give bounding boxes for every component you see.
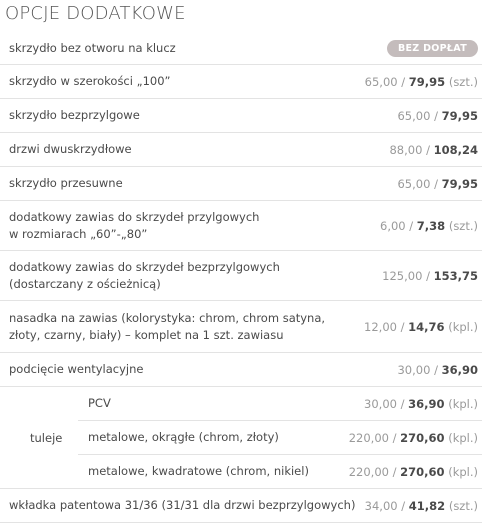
no-charge-badge: BEZ DOPŁAT xyxy=(387,40,478,57)
option-name-line: złoty, czarny, biały) – komplet na 1 szt. zawiasu xyxy=(9,327,284,342)
price-unit: (kpl.) xyxy=(448,430,478,445)
price-net: 34,00 xyxy=(364,498,398,513)
price-gross: 270,60 xyxy=(400,430,445,445)
option-price xyxy=(397,109,482,123)
price-gross: 153,75 xyxy=(433,268,478,283)
option-row-double-door xyxy=(0,133,482,167)
option-price xyxy=(364,397,482,411)
price-gross: 14,76 xyxy=(408,319,445,334)
options-table xyxy=(0,33,482,523)
price-gross: 270,60 xyxy=(400,464,445,479)
sleeves-group xyxy=(0,387,482,489)
option-name: skrzydło bezprzylgowe xyxy=(9,108,140,122)
option-name: metalowe, okrągłe (chrom, złoty) xyxy=(88,430,279,444)
option-name: skrzydło w szerokości „100” xyxy=(9,74,171,88)
option-row-sliding xyxy=(0,167,482,201)
price-net: 65,00 xyxy=(397,108,431,123)
price-separator: / xyxy=(430,108,442,123)
option-name-line: (dostarczany z ościeżnicą) xyxy=(9,276,161,291)
option-row-flush xyxy=(0,99,482,133)
price-separator: / xyxy=(397,498,409,513)
price-unit: (kpl.) xyxy=(448,396,478,411)
option-price xyxy=(397,363,482,377)
price-unit: (szt.) xyxy=(448,498,478,513)
price-gross: 36,90 xyxy=(441,362,478,377)
option-name-line: dodatkowy zawias do skrzydeł przylgowych xyxy=(9,209,260,224)
price-separator: / xyxy=(430,362,442,377)
price-unit: (kpl.) xyxy=(448,319,478,334)
price-separator: / xyxy=(388,430,401,445)
price-separator: / xyxy=(405,218,417,233)
option-name-line: dodatkowy zawias do skrzydeł bezprzylgowych xyxy=(9,259,280,274)
sleeve-row-pcv xyxy=(78,387,482,421)
price-gross: 36,90 xyxy=(408,396,445,411)
option-row-width-100 xyxy=(0,65,482,99)
option-row-hinge-cap xyxy=(0,301,482,353)
sleeves-group-items xyxy=(78,387,482,489)
price-gross: 7,38 xyxy=(416,218,446,233)
price-gross: 79,95 xyxy=(441,176,478,191)
price-net: 30,00 xyxy=(364,396,397,411)
option-price xyxy=(364,320,482,334)
price-separator: / xyxy=(422,268,434,283)
price-separator: / xyxy=(396,319,409,334)
option-name xyxy=(0,259,382,293)
price-gross: 41,82 xyxy=(408,498,446,513)
option-name: skrzydło przesuwne xyxy=(9,176,123,190)
option-row-patent-insert xyxy=(0,489,482,523)
option-price xyxy=(397,177,482,191)
price-gross: 108,24 xyxy=(433,142,478,157)
price-gross: 79,95 xyxy=(408,74,446,89)
option-name: skrzydło bez otworu na klucz xyxy=(9,41,176,55)
price-net: 88,00 xyxy=(389,142,423,157)
price-net: 220,00 xyxy=(348,430,389,445)
option-row-ventilation-undercut xyxy=(0,353,482,387)
price-unit: (szt.) xyxy=(448,74,478,89)
price-net: 220,00 xyxy=(348,464,389,479)
option-price xyxy=(389,143,482,157)
price-separator: / xyxy=(396,396,409,411)
option-row-extra-hinge-flush xyxy=(0,251,482,301)
option-name xyxy=(0,209,380,243)
option-row-no-keyhole xyxy=(0,33,482,65)
sleeve-row-metal-square xyxy=(78,455,482,489)
price-gross: 79,95 xyxy=(441,108,478,123)
option-name: PCV xyxy=(88,396,111,410)
option-name-line: w rozmiarach „60”-„80” xyxy=(9,226,148,241)
price-net: 30,00 xyxy=(397,362,431,377)
price-net: 125,00 xyxy=(382,268,423,283)
price-separator: / xyxy=(430,176,442,191)
price-separator: / xyxy=(422,142,434,157)
option-name: podcięcie wentylacyjne xyxy=(9,362,144,376)
option-price xyxy=(382,269,482,283)
sleeves-group-label: tuleje xyxy=(0,387,78,489)
option-name: metalowe, kwadratowe (chrom, nikiel) xyxy=(88,464,309,478)
price-net: 12,00 xyxy=(364,319,397,334)
option-name: wkładka patentowa 31/36 (31/31 dla drzwi bezprzylgowych) xyxy=(9,498,356,512)
option-name: drzwi dwuskrzydłowe xyxy=(9,142,132,156)
section-title: OPCJE DODATKOWE xyxy=(5,3,186,24)
option-name xyxy=(0,310,364,344)
price-unit: (kpl.) xyxy=(448,464,478,479)
sleeve-row-metal-round xyxy=(78,421,482,455)
price-net: 65,00 xyxy=(364,74,398,89)
price-separator: / xyxy=(388,464,401,479)
price-separator: / xyxy=(397,74,409,89)
option-row-extra-hinge-rebated xyxy=(0,201,482,251)
option-price xyxy=(349,465,482,479)
option-price xyxy=(365,499,482,513)
option-name-line: nasadka na zawias (kolorystyka: chrom, chrom satyna, xyxy=(9,310,326,325)
option-price xyxy=(380,219,482,233)
price-net: 6,00 xyxy=(380,218,406,233)
option-price xyxy=(365,75,482,89)
price-net: 65,00 xyxy=(397,176,431,191)
price-unit: (szt.) xyxy=(448,218,478,233)
option-price xyxy=(349,431,482,445)
